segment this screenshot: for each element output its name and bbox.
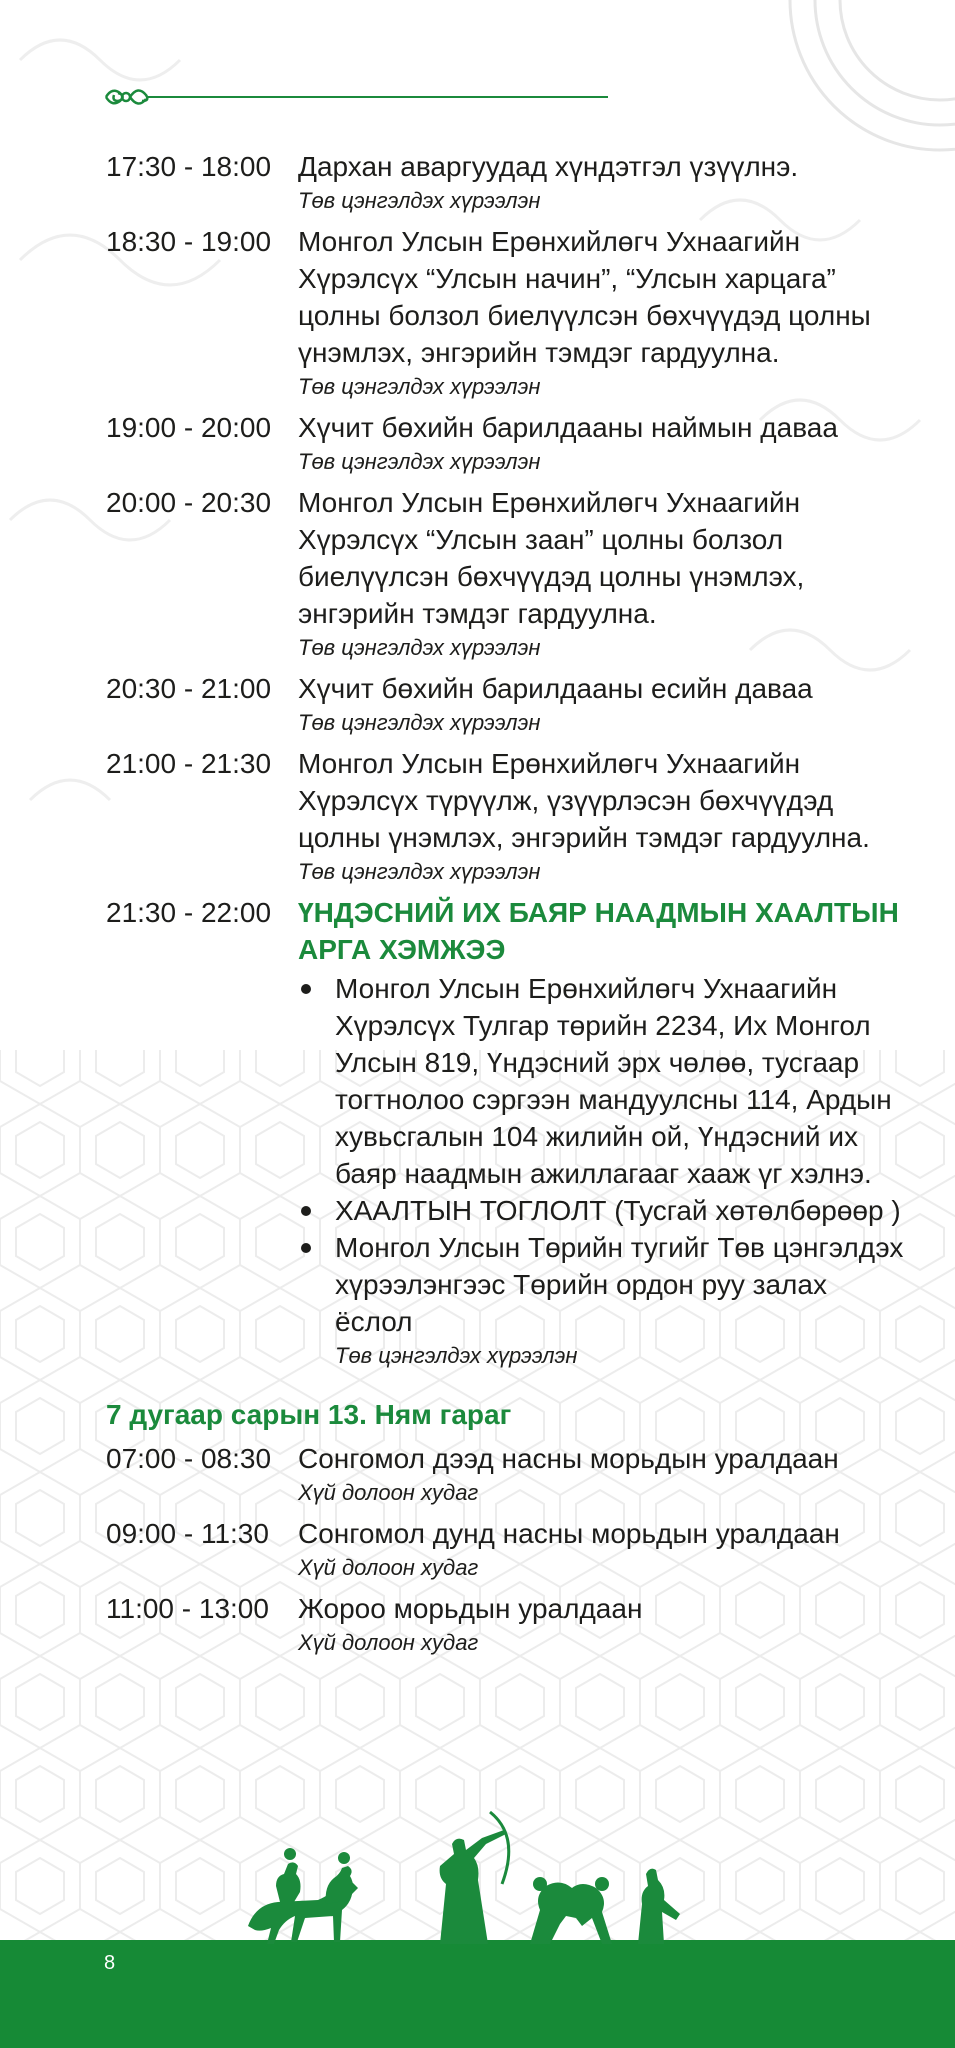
entry-title: Монгол Улсын Ерөнхийлөгч Ухнаагийн Хүрэлсүх түрүүлж, үзүүрлэсэн бөхчүүдэд цолны үнэмлэх, энгэрийн тэмдэг гардуулна. [298, 748, 870, 853]
entry-time: 19:00 - 20:00 [106, 412, 272, 443]
schedule-entry [106, 484, 906, 664]
entry-title: Монгол Улсын Ерөнхийлөгч Ухнаагийн Хүрэлсүх “Улсын начин”, “Улсын харцага” цолны болзол биелүүлсэн бөхчүүдэд цолны үнэмлэх, энгэрийн тэмдэг гардуулна. [298, 226, 871, 368]
list-item-text: ХААЛТЫН ТОГЛОЛТ (Тусгай хөтөлбөрөөр ) [335, 1195, 901, 1226]
schedule-entry [106, 745, 906, 888]
entry-time: 09:00 - 11:30 [106, 1518, 269, 1549]
schedule-entry [106, 409, 906, 478]
entry-time: 21:00 - 21:30 [106, 748, 272, 779]
entry-title: Жороо морьдын уралдаан [298, 1593, 643, 1624]
closing-ceremony-title: ҮНДЭСНИЙ ИХ БАЯР НААДМЫН ХААЛТЫН АРГА ХЭМЖЭЭ [298, 897, 899, 965]
entry-time: 20:00 - 20:30 [106, 487, 272, 518]
list-item-text: Монгол Улсын Төрийн тугийг Төв цэнгэлдэх хүрээлэнгээс Төрийн ордон руу залах ёслол [335, 1232, 904, 1337]
entry-venue: Хүй долоон худаг [298, 1480, 479, 1505]
entry-time: 17:30 - 18:00 [106, 151, 272, 182]
header-ornament-rule [100, 82, 610, 112]
entry-time: 18:30 - 19:00 [106, 226, 272, 257]
entry-time: 07:00 - 08:30 [106, 1443, 272, 1474]
schedule-entry [106, 1515, 906, 1584]
entry-venue: Төв цэнгэлдэх хүрээлэн [298, 710, 541, 735]
entry-title: Сонгомол дунд насны морьдын уралдаан [298, 1518, 840, 1549]
list-item [298, 1192, 906, 1229]
entry-title: Монгол Улсын Ерөнхийлөгч Ухнаагийн Хүрэлсүх “Улсын заан” цолны болзол биелүүлсэн бөхчүүдэд цолны үнэмлэх, энгэрийн тэмдэг гардуулна. [298, 487, 805, 629]
entry-venue: Хүй долоон худаг [298, 1555, 479, 1580]
entry-venue: Төв цэнгэлдэх хүрээлэн [298, 859, 541, 884]
schedule-entry [106, 1590, 906, 1659]
list-item [298, 970, 906, 1192]
closing-items-list [298, 970, 906, 1340]
entry-title: Сонгомол дээд насны морьдын уралдаан [298, 1443, 839, 1474]
footer-band [0, 1940, 955, 2048]
horse-riders-icon [248, 1848, 358, 1944]
wrestlers-icon [530, 1877, 612, 1944]
entry-title: Хүчит бөхийн барилдааны есийн даваа [298, 673, 813, 704]
naadam-silhouettes [240, 1808, 710, 1944]
closing-venue: Төв цэнгэлдэх хүрээлэн [335, 1343, 578, 1368]
schedule-entry [106, 223, 906, 403]
page-number: 8 [104, 1952, 116, 1974]
day-heading: 7 дугаар сарын 13. Ням гараг [106, 1399, 512, 1430]
schedule-entry-closing [106, 894, 906, 1388]
schedule-entry [106, 670, 906, 739]
entry-time: 11:00 - 13:00 [106, 1593, 269, 1624]
schedule-content [106, 148, 906, 1665]
entry-time: 20:30 - 21:00 [106, 673, 272, 704]
entry-venue: Төв цэнгэлдэх хүрээлэн [298, 449, 541, 474]
ankle-bone-shooter-icon [638, 1869, 680, 1944]
entry-venue: Төв цэнгэлдэх хүрээлэн [298, 188, 541, 213]
bullet-icon [301, 1206, 311, 1216]
entry-venue: Хүй долоон худаг [298, 1630, 479, 1655]
bullet-icon [301, 984, 311, 994]
list-item [298, 1229, 906, 1340]
list-item-text: Монгол Улсын Ерөнхийлөгч Ухнаагийн Хүрэлсүх Тулгар төрийн 2234, Их Монгол Улсын 819, Үндэсний эрх чөлөө, тусгаар тогтнолоо сэргээн мандуулсны 114, Ардын хувьсгалын 104 жилийн ой, Үндэсний их баяр наадмын ажиллагааг хааж үг хэлнэ. [335, 973, 892, 1189]
archer-icon [440, 1812, 509, 1944]
entry-venue: Төв цэнгэлдэх хүрээлэн [298, 374, 541, 399]
entry-venue: Төв цэнгэлдэх хүрээлэн [298, 635, 541, 660]
schedule-entry [106, 148, 906, 217]
entry-title: Хүчит бөхийн барилдааны наймын даваа [298, 412, 838, 443]
entry-time: 21:30 - 22:00 [106, 897, 272, 928]
schedule-entry [106, 1440, 906, 1509]
bullet-icon [301, 1243, 311, 1253]
cloud-scroll-ornament-icon [106, 90, 147, 103]
entry-title: Дархан аваргуудад хүндэтгэл үзүүлнэ. [298, 151, 799, 182]
